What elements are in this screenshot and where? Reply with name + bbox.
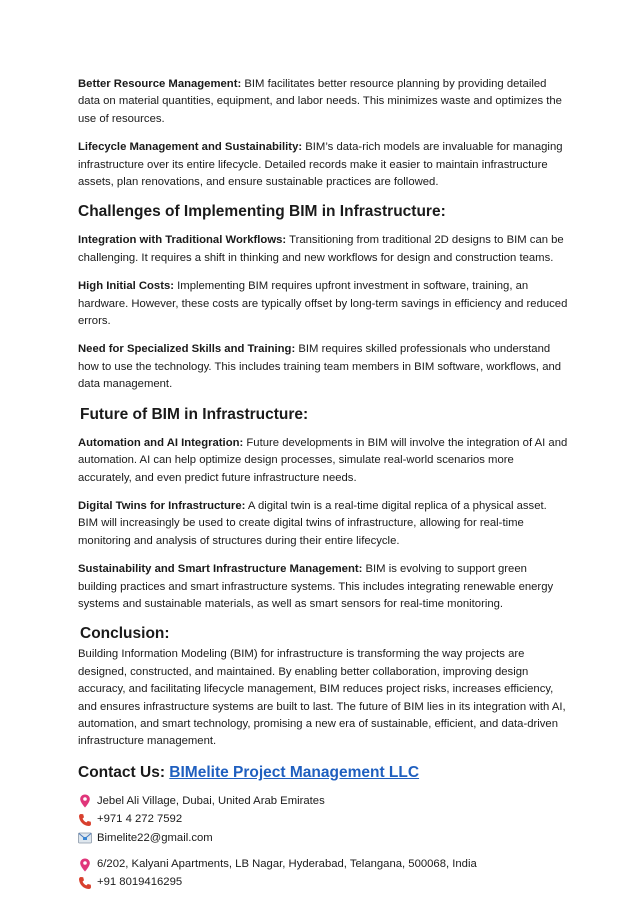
phone-icon (78, 876, 92, 890)
map-pin-icon (78, 794, 92, 808)
paragraph-skills (78, 341, 568, 393)
paragraph-lifecycle (78, 139, 568, 191)
contact-phone-india (78, 874, 568, 891)
paragraph-text: A digital twin is a real-time digital replica of a physical asset. BIM will increasingly be used to create digital twins of infrastructure, allowing for real-time monitoring and analysis of structures during their entire lifecycle. (78, 499, 547, 547)
paragraph-sustainability (78, 561, 568, 613)
paragraph-heading: Need for Specialized Skills and Training: (78, 343, 296, 356)
contact-email-dubai (78, 830, 568, 847)
map-pin-icon (78, 858, 92, 872)
phone-text: +971 4 272 7592 (97, 813, 183, 826)
paragraph-digital-twins (78, 498, 568, 550)
paragraph-text: BIM facilitates better resource planning by providing detailed data on material quantities, equipment, and labor needs. This minimizes waste and optimizes the use of resources. (78, 78, 562, 125)
contact-phone-dubai (78, 811, 568, 828)
paragraph-text: BIM requires skilled professionals who understand how to use the technology. This includes training team members in BIM software, workflows, and data management. (78, 343, 562, 391)
section-title-conclusion: Conclusion: (80, 625, 170, 643)
paragraph-text: Transitioning from traditional 2D designs to BIM can be challenging. It requires a shift in thinking and new workflows for design and construction teams. (78, 234, 564, 264)
company-link[interactable]: BIMelite Project Management LLC (169, 763, 420, 781)
email-text[interactable]: Bimelite22@gmail.com (97, 831, 213, 844)
address-text: 6/202, Kalyani Apartments, LB Nagar, Hyderabad, Telangana, 500068, India (97, 857, 477, 870)
contact-address-dubai (78, 793, 568, 810)
contact-address-india (78, 856, 568, 873)
paragraph-automation (78, 435, 568, 487)
address-text: Jebel Ali Village, Dubai, United Arab Emirates (97, 794, 325, 807)
contact-heading (78, 763, 568, 783)
paragraph-heading: Lifecycle Management and Sustainability: (78, 141, 303, 154)
contact-label: Contact Us: (78, 763, 165, 781)
paragraph-heading: Integration with Traditional Workflows: (78, 234, 287, 247)
section-title-future: Future of BIM in Infrastructure: (80, 405, 309, 423)
phone-icon (78, 813, 92, 827)
paragraph-heading: Automation and AI Integration: (78, 436, 244, 449)
paragraph-conclusion: Building Information Modeling (BIM) for infrastructure is transforming the way projects are designed, constructed, and maintained. By enabling better collaboration, improving design accuracy, and facilitating lifecycle management, BIM reduces project risks, increases efficiency, and ensures infrastructure systems are built to last. The future of BIM lies in its integration with AI, automation, and smart technology, promising a new era of sustainable, efficient, and data-driven infrastructure management. (78, 648, 566, 748)
paragraph-heading: Digital Twins for Infrastructure: (78, 499, 246, 512)
paragraph-text: Future developments in BIM will involve the integration of AI and automation. AI can help optimize design processes, simulate real-world scenarios more accurately, and even predict future infrastructure needs. (78, 436, 568, 484)
paragraph-text: BIM’s data-rich models are invaluable for managing infrastructure over its entire lifecycle. Detailed records make it easier to maintain infrastructure assets, plan renovations, and ensure sustainable practices are followed. (78, 141, 563, 189)
paragraph-initial-costs (78, 278, 568, 330)
paragraph-integration (78, 232, 568, 267)
section-title-challenges: Challenges of Implementing BIM in Infrastructure: (78, 203, 446, 221)
paragraph-heading: Sustainability and Smart Infrastructure Management: (78, 563, 363, 576)
envelope-icon (78, 831, 92, 845)
phone-text: +91 8019416295 (97, 876, 183, 889)
paragraph-resource-management (78, 76, 568, 128)
paragraph-heading: Better Resource Management: (78, 78, 242, 90)
paragraph-text: BIM is evolving to support green building practices and smart infrastructure systems. This includes integrating renewable energy systems and sustainable materials, as well as smart sensors for real-time monitoring. (78, 563, 554, 610)
paragraph-heading: High Initial Costs: (78, 280, 175, 293)
spacer (78, 848, 568, 856)
paragraph-text: Implementing BIM requires upfront investment in software, training, an hardware. However, these costs are typically offset by long-term savings in efficiency and reduced errors. (78, 280, 568, 328)
